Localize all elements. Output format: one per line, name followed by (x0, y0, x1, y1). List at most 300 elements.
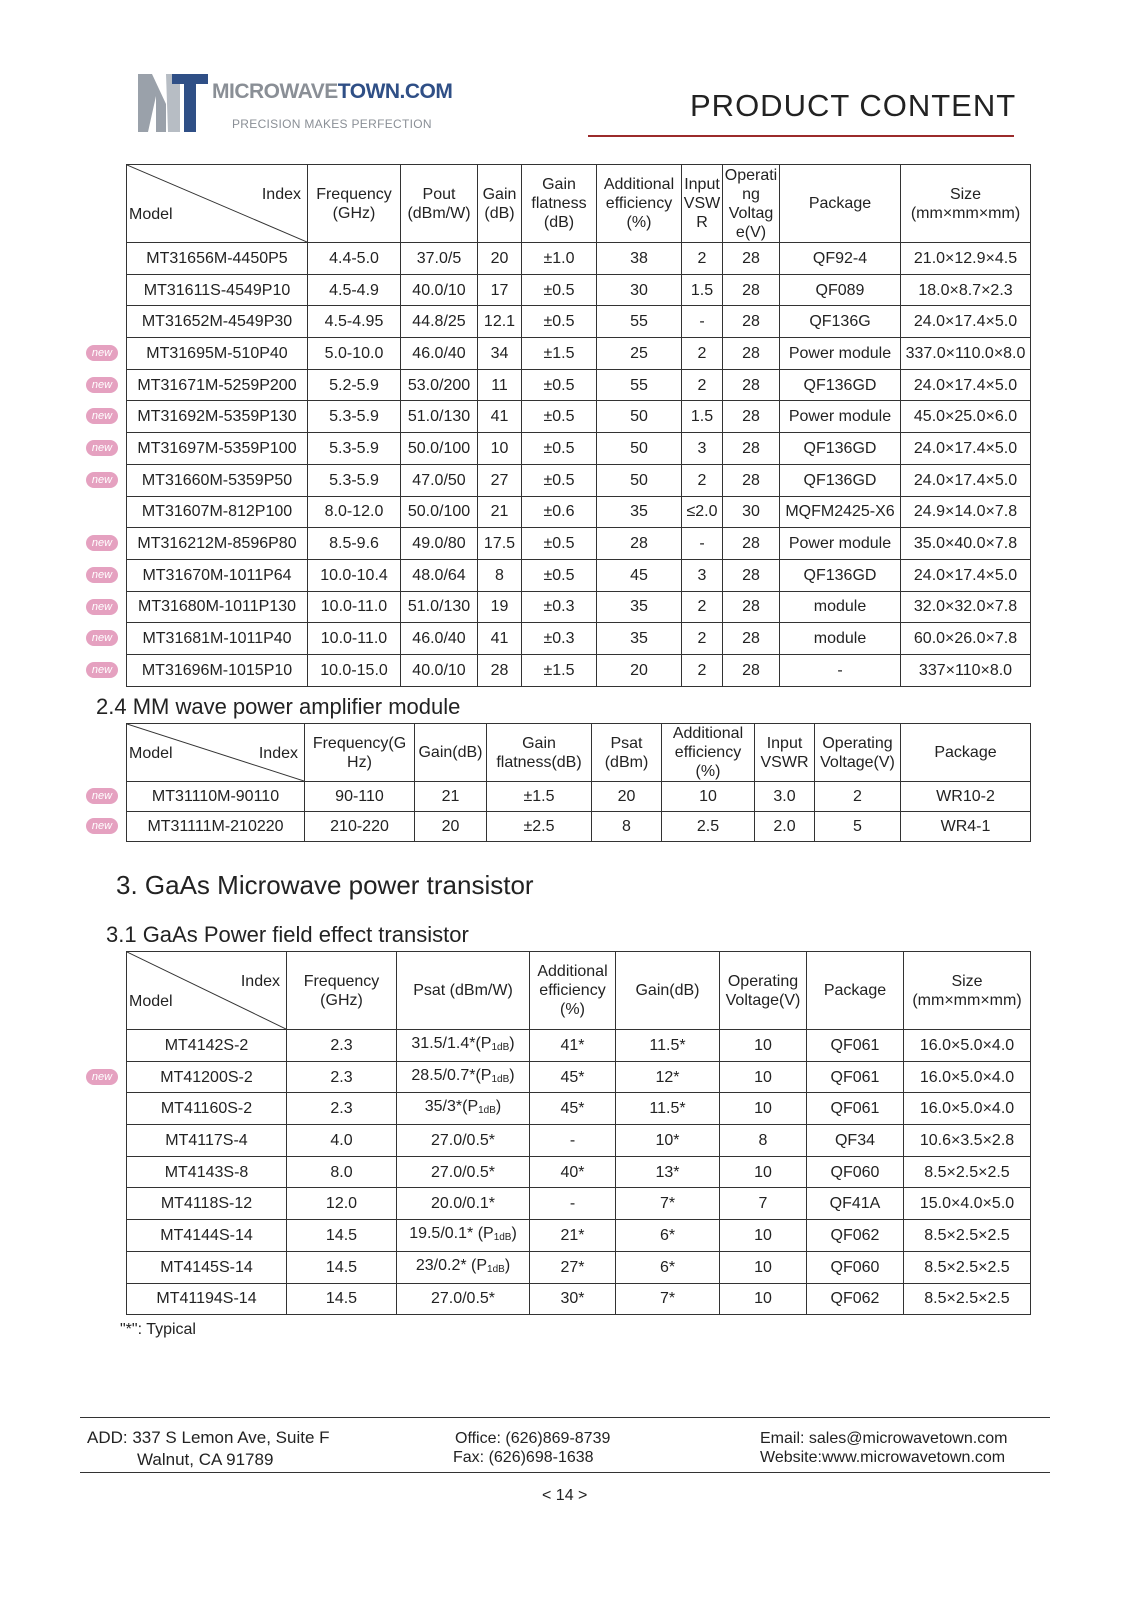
table-cell: 7 (720, 1188, 807, 1220)
table-row (127, 369, 1031, 401)
table-row (127, 496, 1031, 528)
table-cell: 10.0-11.0 (308, 591, 401, 623)
table-cell: - (682, 528, 723, 560)
table-cell: 2.5 (662, 812, 755, 842)
table-cell: 2 (682, 591, 723, 623)
corner-model-label: Model (129, 206, 173, 223)
header-corner-index-model (127, 165, 308, 243)
table-cell: ±0.6 (522, 496, 597, 528)
table-cell: 25 (597, 338, 682, 370)
table-cell: ±0.5 (522, 306, 597, 338)
table-cell: 50.0/100 (401, 433, 478, 465)
new-badge-icon: new (86, 567, 118, 583)
table-cell: 2.3 (287, 1061, 397, 1093)
table-cell: WR10-2 (901, 782, 1031, 812)
new-badge-icon: new (86, 599, 118, 615)
table-cell: QF41A (807, 1188, 904, 1220)
column-header: Pout (dBm/W) (401, 165, 478, 243)
table-cell: 19.5/0.1* $(P_{1dB})$ (397, 1220, 530, 1252)
footer-address-line2: Walnut, CA 91789 (137, 1450, 274, 1469)
table-cell: 14.5 (287, 1220, 397, 1252)
column-header: Additional efficiency (%) (597, 165, 682, 243)
new-badge-icon: new (86, 818, 118, 834)
table-cell: 51.0/130 (401, 401, 478, 433)
table-cell: 20 (415, 812, 487, 842)
table-cell: QF062 (807, 1283, 904, 1315)
new-badge-icon: new (86, 408, 118, 424)
table-row (127, 1156, 1031, 1188)
table-cell: $31.5/1.4*(P_{1dB})$ (397, 1030, 530, 1062)
table-row (127, 338, 1031, 370)
table-cell: QF136GD (780, 464, 901, 496)
table-cell: ±0.3 (522, 591, 597, 623)
table-cell: QF34 (807, 1125, 904, 1157)
logo-text (212, 80, 452, 104)
table-row (127, 559, 1031, 591)
table-cell: 27.0/0.5* (397, 1125, 530, 1157)
table-cell: 7* (616, 1283, 720, 1315)
table-cell: 3 (682, 559, 723, 591)
new-badge-icon: new (86, 440, 118, 456)
table-cell: 35 (597, 591, 682, 623)
model-cell: MT31697M-5359P100 (127, 433, 308, 465)
table-cell: 24.9×14.0×7.8 (901, 496, 1031, 528)
table-cell: 51.0/130 (401, 591, 478, 623)
table-cell: 28 (723, 369, 780, 401)
table-cell: 27.0/0.5* (397, 1156, 530, 1188)
table-cell: 8 (592, 812, 662, 842)
table-header-row (127, 165, 1031, 243)
table-cell: QF062 (807, 1220, 904, 1252)
table-cell: 28 (723, 591, 780, 623)
table-cell: 8.0-12.0 (308, 496, 401, 528)
table-cell: 28 (723, 433, 780, 465)
table-cell: 337.0×110.0×8.0 (901, 338, 1031, 370)
model-cell: MT31660M-5359P50 (127, 464, 308, 496)
model-cell: MT31681M-1011P40 (127, 623, 308, 655)
model-cell: MT31656M-4450P5 (127, 243, 308, 275)
model-cell: MT4145S-14 (127, 1251, 287, 1283)
table-cell: Power module (780, 528, 901, 560)
table-cell: 32.0×32.0×7.8 (901, 591, 1031, 623)
table-row (127, 464, 1031, 496)
table-cell: QF136G (780, 306, 901, 338)
table-cell: 28 (723, 338, 780, 370)
table-cell: 8.5×2.5×2.5 (904, 1283, 1031, 1315)
table-cell: QF060 (807, 1156, 904, 1188)
table-cell: 21 (415, 782, 487, 812)
table-cell: 10 (720, 1251, 807, 1283)
footer-address-line1: ADD: 337 S Lemon Ave, Suite F (87, 1428, 330, 1447)
table-cell: ±0.5 (522, 433, 597, 465)
table-cell: ±0.5 (522, 559, 597, 591)
table-cell: 24.0×17.4×5.0 (901, 369, 1031, 401)
table-cell: 10.0-15.0 (308, 654, 401, 686)
model-cell: MT31611S-4549P10 (127, 274, 308, 306)
table-cell: 5.3-5.9 (308, 464, 401, 496)
new-badge-icon: new (86, 377, 118, 393)
model-cell: MT4142S-2 (127, 1030, 287, 1062)
mm-wave-module-table (126, 723, 1031, 842)
column-header: Frequency (GHz) (308, 165, 401, 243)
table-cell: 2 (682, 654, 723, 686)
table-cell: 18.0×8.7×2.3 (901, 274, 1031, 306)
table-cell: 10 (720, 1030, 807, 1062)
column-header: Gain(dB) (616, 952, 720, 1030)
typical-note: "*": Typical (120, 1321, 196, 1338)
model-cell: MT31652M-4549P30 (127, 306, 308, 338)
table-row (127, 528, 1031, 560)
table-cell: ±0.3 (522, 623, 597, 655)
table-cell: MQFM2425-X6 (780, 496, 901, 528)
table-cell: 16.0×5.0×4.0 (904, 1093, 1031, 1125)
table-cell: ±2.5 (487, 812, 592, 842)
table-cell: 28 (723, 623, 780, 655)
table-cell: 8.5×2.5×2.5 (904, 1156, 1031, 1188)
table-cell: 8 (720, 1125, 807, 1157)
table-cell: 16.0×5.0×4.0 (904, 1030, 1031, 1062)
table-cell: 46.0/40 (401, 338, 478, 370)
power-amplifier-table (126, 164, 1031, 687)
table-row (127, 401, 1031, 433)
table-cell: 30* (530, 1283, 616, 1315)
table-row (127, 274, 1031, 306)
table-cell: 337×110×8.0 (901, 654, 1031, 686)
model-cell: MT41194S-14 (127, 1283, 287, 1315)
table-cell: 50 (597, 464, 682, 496)
table-cell: 60.0×26.0×7.8 (901, 623, 1031, 655)
table-cell: 10 (720, 1220, 807, 1252)
table-row (127, 812, 1031, 842)
table-cell: ±0.5 (522, 369, 597, 401)
table-cell: 2 (682, 369, 723, 401)
table-cell: ±0.5 (522, 528, 597, 560)
table-cell: 21 (478, 496, 522, 528)
table-cell: 14.5 (287, 1283, 397, 1315)
table-cell: 13* (616, 1156, 720, 1188)
table-cell: 4.0 (287, 1125, 397, 1157)
section-heading-2-4: 2.4 MM wave power amplifier module (96, 694, 461, 719)
gaas-fet-table (126, 951, 1031, 1315)
table-cell: 8.5×2.5×2.5 (904, 1220, 1031, 1252)
table-cell: 10.0-11.0 (308, 623, 401, 655)
table-cell: 3 (682, 433, 723, 465)
table-cell: 38 (597, 243, 682, 275)
model-cell: MT31680M-1011P130 (127, 591, 308, 623)
table-row (127, 591, 1031, 623)
table-cell: module (780, 623, 901, 655)
table-row (127, 1283, 1031, 1315)
table-cell: 41* (530, 1030, 616, 1062)
section-heading-3-1: 3.1 GaAs Power field effect transistor (106, 922, 469, 947)
table-cell: 45.0×25.0×6.0 (901, 401, 1031, 433)
footer-website: Website:www.microwavetown.com (760, 1449, 1006, 1466)
table-cell: 10 (720, 1156, 807, 1188)
table-cell: 41 (478, 401, 522, 433)
table-cell: 19 (478, 591, 522, 623)
table-cell: 10.6×3.5×2.8 (904, 1125, 1031, 1157)
table-cell: 5.3-5.9 (308, 433, 401, 465)
table-cell: - (530, 1188, 616, 1220)
table-cell: 2 (682, 338, 723, 370)
table-cell: ±1.0 (522, 243, 597, 275)
table-cell: 2 (682, 623, 723, 655)
column-header: Input VSWR (755, 724, 815, 782)
table-cell: module (780, 591, 901, 623)
table-cell: 10* (616, 1125, 720, 1157)
table-cell: QF92-4 (780, 243, 901, 275)
table-cell: ±0.5 (522, 401, 597, 433)
table-cell: 28 (723, 243, 780, 275)
table-row (127, 1125, 1031, 1157)
table-cell: 10 (478, 433, 522, 465)
table-cell: 10 (662, 782, 755, 812)
table-cell: Power module (780, 401, 901, 433)
table-cell: 6* (616, 1251, 720, 1283)
footer-bottom-rule (80, 1472, 1050, 1473)
table-cell: ±0.5 (522, 274, 597, 306)
table-cell: 7* (616, 1188, 720, 1220)
table-cell: 28 (723, 654, 780, 686)
table-cell: 11 (478, 369, 522, 401)
table-cell: 24.0×17.4×5.0 (901, 464, 1031, 496)
table-cell: 20 (478, 243, 522, 275)
table-cell: 5.3-5.9 (308, 401, 401, 433)
table-cell: 34 (478, 338, 522, 370)
table-cell: 11.5* (616, 1093, 720, 1125)
table-cell: 16.0×5.0×4.0 (904, 1061, 1031, 1093)
table-cell: 23/0.2* $(P_{1dB})$ (397, 1251, 530, 1283)
table-cell: 27* (530, 1251, 616, 1283)
table-cell: 17.5 (478, 528, 522, 560)
table-cell: WR4-1 (901, 812, 1031, 842)
model-cell: MT31111M-210220 (127, 812, 305, 842)
model-cell: MT316212M-8596P80 (127, 528, 308, 560)
table-header-row (127, 724, 1031, 782)
table-cell: 20.0/0.1* (397, 1188, 530, 1220)
table-cell: 8.5-9.6 (308, 528, 401, 560)
corner-index-label: Index (240, 973, 280, 990)
table-cell: 53.0/200 (401, 369, 478, 401)
title-underline (588, 135, 1014, 137)
table-row (127, 654, 1031, 686)
column-header: Package (901, 724, 1031, 782)
logo-text-part1: MICROWAVE (212, 80, 338, 103)
model-cell: MT41160S-2 (127, 1093, 287, 1125)
table-cell: 210-220 (305, 812, 415, 842)
table-cell: 2 (815, 782, 901, 812)
table-cell: ±0.5 (522, 464, 597, 496)
table-cell: QF061 (807, 1030, 904, 1062)
table-cell: 24.0×17.4×5.0 (901, 559, 1031, 591)
model-cell: MT4144S-14 (127, 1220, 287, 1252)
table-row (127, 1220, 1031, 1252)
table-cell: 28 (723, 306, 780, 338)
model-cell: MT4118S-12 (127, 1188, 287, 1220)
table-cell: 4.4-5.0 (308, 243, 401, 275)
new-badge-icon: new (86, 472, 118, 488)
table-cell: 21* (530, 1220, 616, 1252)
table-cell: 35.0×40.0×7.8 (901, 528, 1031, 560)
table-cell: 8 (478, 559, 522, 591)
column-header: Operati ng Voltag e(V) (723, 165, 780, 243)
table-cell: 5 (815, 812, 901, 842)
table-cell: 24.0×17.4×5.0 (901, 306, 1031, 338)
table-cell: 11.5* (616, 1030, 720, 1062)
table-cell: QF061 (807, 1093, 904, 1125)
table-cell: - (780, 654, 901, 686)
footer-office: Office: (626)869-8739 (455, 1430, 611, 1447)
footer-email: Email: sales@microwavetown.com (760, 1430, 1008, 1447)
column-header: Additional efficiency (%) (662, 724, 755, 782)
section-heading-3: 3. GaAs Microwave power transistor (116, 870, 534, 900)
table-cell: 27.0/0.5* (397, 1283, 530, 1315)
table-cell: 30 (597, 274, 682, 306)
table-row (127, 1030, 1031, 1062)
table-cell: 37.0/5 (401, 243, 478, 275)
new-badge-icon: new (86, 788, 118, 804)
new-badge-icon: new (86, 345, 118, 361)
table-cell: 28 (723, 464, 780, 496)
table-cell: QF136GD (780, 559, 901, 591)
table-cell: 12.1 (478, 306, 522, 338)
table-cell: QF061 (807, 1061, 904, 1093)
page-title: PRODUCT CONTENT (690, 88, 1017, 123)
table-cell: 15.0×4.0×5.0 (904, 1188, 1031, 1220)
table-cell: $35/3*(P_{1dB})$ (397, 1093, 530, 1125)
column-header: Input VSW R (682, 165, 723, 243)
table-cell: - (530, 1125, 616, 1157)
table-cell: 5.2-5.9 (308, 369, 401, 401)
logo-tagline: PRECISION MAKES PERFECTION (232, 117, 432, 131)
corner-index-label: Index (261, 186, 301, 203)
table-cell: 2 (682, 243, 723, 275)
table-cell: 12.0 (287, 1188, 397, 1220)
column-header: Psat (dBm) (592, 724, 662, 782)
column-header: Gain (dB) (478, 165, 522, 243)
table-cell: QF136GD (780, 433, 901, 465)
table-cell: 35 (597, 496, 682, 528)
table-cell: 12* (616, 1061, 720, 1093)
header-corner-index-model (127, 724, 305, 782)
logo-text-part2: TOWN.COM (337, 80, 453, 103)
column-header: Operating Voltage(V) (815, 724, 901, 782)
table-cell: 28 (723, 401, 780, 433)
table-cell: 90-110 (305, 782, 415, 812)
new-badge-icon: new (86, 535, 118, 551)
table-cell: 10 (720, 1093, 807, 1125)
footer-fax: Fax: (626)698-1638 (453, 1449, 594, 1466)
corner-index-label: Index (258, 745, 298, 762)
model-cell: MT31695M-510P40 (127, 338, 308, 370)
column-header: Frequency (GHz) (287, 952, 397, 1030)
table-row (127, 1061, 1031, 1093)
table-cell: 47.0/50 (401, 464, 478, 496)
table-cell: 1.5 (682, 274, 723, 306)
table-cell: 6* (616, 1220, 720, 1252)
table-cell: 24.0×17.4×5.0 (901, 433, 1031, 465)
model-cell: MT31671M-5259P200 (127, 369, 308, 401)
page-number: < 14 > (542, 1487, 588, 1504)
table-cell: 8.0 (287, 1156, 397, 1188)
new-badge-icon: new (86, 662, 118, 678)
table-cell: 17 (478, 274, 522, 306)
table-cell: ±1.5 (487, 782, 592, 812)
model-cell: MT31670M-1011P64 (127, 559, 308, 591)
model-cell: MT4143S-8 (127, 1156, 287, 1188)
table-cell: 50 (597, 433, 682, 465)
table-cell: - (682, 306, 723, 338)
table-row (127, 623, 1031, 655)
table-cell: 45* (530, 1093, 616, 1125)
table-cell: 40.0/10 (401, 654, 478, 686)
column-header: Size (mm×mm×mm) (904, 952, 1031, 1030)
table-cell: ±1.5 (522, 338, 597, 370)
table-cell: 4.5-4.95 (308, 306, 401, 338)
table-cell: QF089 (780, 274, 901, 306)
new-badge-icon: new (86, 630, 118, 646)
column-header: Gain flatness (dB) (522, 165, 597, 243)
table-cell: 44.8/25 (401, 306, 478, 338)
table-row (127, 1093, 1031, 1125)
table-cell: 21.0×12.9×4.5 (901, 243, 1031, 275)
table-cell: 35 (597, 623, 682, 655)
table-row (127, 243, 1031, 275)
table-row (127, 1188, 1031, 1220)
new-badge-icon: new (86, 1069, 118, 1085)
table-cell: 10 (720, 1061, 807, 1093)
table-cell: 46.0/40 (401, 623, 478, 655)
table-cell: 55 (597, 369, 682, 401)
corner-model-label: Model (129, 745, 173, 762)
model-cell: MT31607M-812P100 (127, 496, 308, 528)
table-cell: QF060 (807, 1251, 904, 1283)
table-cell: 10 (720, 1283, 807, 1315)
table-cell: ±1.5 (522, 654, 597, 686)
table-cell: 28 (478, 654, 522, 686)
table-cell: 48.0/64 (401, 559, 478, 591)
table-cell: 8.5×2.5×2.5 (904, 1251, 1031, 1283)
table-cell: 40.0/10 (401, 274, 478, 306)
column-header: Psat (dBm/W) (397, 952, 530, 1030)
table-cell: 2.3 (287, 1093, 397, 1125)
column-header: Frequency(G Hz) (305, 724, 415, 782)
table-row (127, 782, 1031, 812)
table-row (127, 306, 1031, 338)
table-cell: 14.5 (287, 1251, 397, 1283)
table-cell: ≤2.0 (682, 496, 723, 528)
table-cell: 2.3 (287, 1030, 397, 1062)
model-cell: MT31692M-5359P130 (127, 401, 308, 433)
table-cell: 28 (723, 274, 780, 306)
table-cell: 20 (592, 782, 662, 812)
column-header: Operating Voltage(V) (720, 952, 807, 1030)
column-header: Gain(dB) (415, 724, 487, 782)
table-cell: 49.0/80 (401, 528, 478, 560)
table-cell: Power module (780, 338, 901, 370)
table-cell: 5.0-10.0 (308, 338, 401, 370)
table-cell: 45* (530, 1061, 616, 1093)
table-cell: 1.5 (682, 401, 723, 433)
table-cell: 30 (723, 496, 780, 528)
table-cell: 28 (597, 528, 682, 560)
table-cell: 10.0-10.4 (308, 559, 401, 591)
table-cell: 28 (723, 528, 780, 560)
model-cell: MT31696M-1015P10 (127, 654, 308, 686)
column-header: Size (mm×mm×mm) (901, 165, 1031, 243)
table-header-row (127, 952, 1031, 1030)
table-cell: $28.5/0.7*(P_{1dB})$ (397, 1061, 530, 1093)
